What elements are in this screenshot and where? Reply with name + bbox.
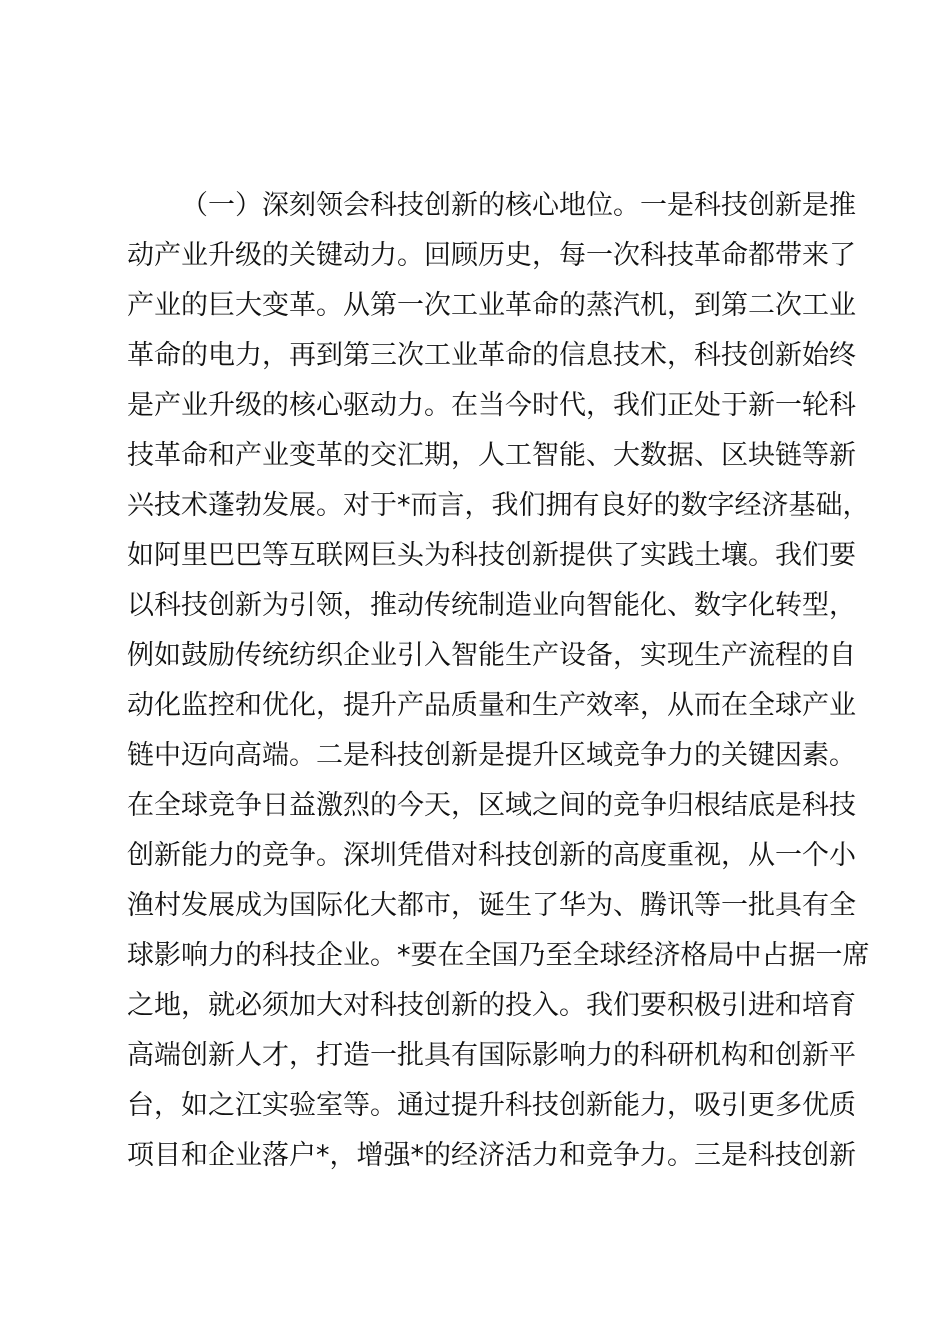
paragraph-line-13: 在全球竞争日益激烈的今天，区域之间的竞争归根结底是科技 (127, 790, 856, 821)
body-paragraph (127, 181, 870, 1181)
paragraph-line-17: 之地，就必须加大对科技创新的投入。我们要积极引进和培育 (127, 990, 856, 1021)
paragraph-line-18: 高端创新人才，打造一批具有国际影响力的科研机构和创新平 (127, 1040, 856, 1071)
paragraph-line-15: 渔村发展成为国际化大都市，诞生了华为、腾讯等一批具有全 (127, 890, 856, 921)
paragraph-line-11: 动化监控和优化，提升产品质量和生产效率，从而在全球产业 (127, 690, 856, 721)
paragraph-line-7: 兴技术蓬勃发展。对于*而言，我们拥有良好的数字经济基础， (127, 490, 870, 521)
paragraph-line-16: 球影响力的科技企业。*要在全国乃至全球经济格局中占据一席 (127, 940, 870, 971)
paragraph-line-1: （一）深刻领会科技创新的核心地位。一是科技创新是推 (181, 190, 856, 221)
paragraph-line-2: 动产业升级的关键动力。回顾历史，每一次科技革命都带来了 (127, 240, 856, 271)
paragraph-line-6: 技革命和产业变革的交汇期，人工智能、大数据、区块链等新 (127, 440, 856, 471)
paragraph-line-3: 产业的巨大变革。从第一次工业革命的蒸汽机，到第二次工业 (127, 290, 856, 321)
paragraph-line-20: 项目和企业落户*，增强*的经济活力和竞争力。三是科技创新 (127, 1140, 856, 1171)
paragraph-line-12: 链中迈向高端。二是科技创新是提升区域竞争力的关键因素。 (127, 740, 856, 771)
paragraph-line-5: 是产业升级的核心驱动力。在当今时代，我们正处于新一轮科 (127, 390, 856, 421)
paragraph-line-19: 台，如之江实验室等。通过提升科技创新能力，吸引更多优质 (127, 1090, 856, 1121)
paragraph-line-8: 如阿里巴巴等互联网巨头为科技创新提供了实践土壤。我们要 (127, 540, 856, 571)
paragraph-line-14: 创新能力的竞争。深圳凭借对科技创新的高度重视，从一个小 (127, 840, 856, 871)
paragraph-line-10: 例如鼓励传统纺织企业引入智能生产设备，实现生产流程的自 (127, 640, 856, 671)
paragraph-line-4: 革命的电力，再到第三次工业革命的信息技术，科技创新始终 (127, 340, 856, 371)
paragraph-line-9: 以科技创新为引领，推动传统制造业向智能化、数字化转型， (127, 590, 856, 621)
